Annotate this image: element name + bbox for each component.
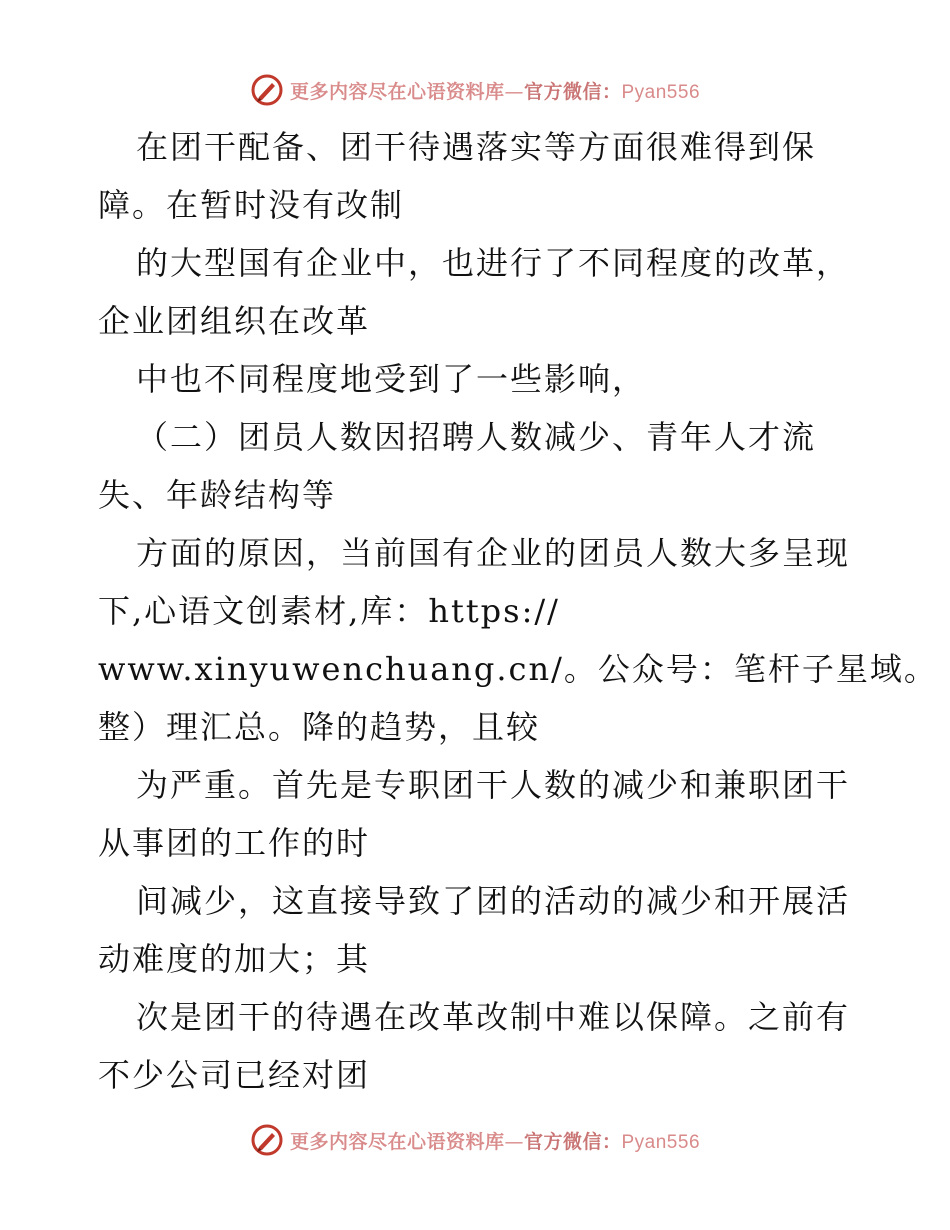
body-line: 企业团组织在改革 (98, 302, 371, 340)
footer-main-text: 更多内容尽在心语资料库 (289, 1130, 505, 1153)
pen-logo-icon (250, 73, 284, 107)
body-line: 障。在暂时没有改制 (98, 186, 405, 224)
body-line: 为严重。首先是专职团干人数的减少和兼职团干 (136, 766, 851, 804)
body-line: 次是团干的待遇在改革改制中难以保障。之前有 (136, 998, 851, 1036)
footer-wechat-id: Pyan556 (621, 1131, 701, 1153)
body-line: 在团干配备、团干待遇落实等方面很难得到保 (136, 128, 817, 166)
document-body (98, 118, 938, 1104)
footer-banner (0, 1120, 950, 1160)
pen-logo-icon (250, 1123, 284, 1157)
body-line: 方面的原因，当前国有企业的团员人数大多呈现 (136, 534, 851, 572)
body-line: www.xinyuwenchuang.cn/。公众号：笔杆子星域。 (98, 650, 938, 688)
body-line: 不少公司已经对团 (98, 1056, 371, 1094)
body-line: 整）理汇总。降的趋势，且较 (98, 708, 541, 746)
header-banner-text (290, 77, 700, 104)
footer-wechat-label: 官方微信： (523, 1130, 622, 1153)
body-line: （二）团员人数因招聘人数减少、青年人才流 (136, 418, 817, 456)
body-line: 动难度的加大；其 (98, 940, 371, 978)
footer-banner-text (290, 1127, 700, 1154)
body-line: 间减少，这直接导致了团的活动的减少和开展活 (136, 882, 851, 920)
body-line: 中也不同程度地受到了一些影响， (136, 360, 647, 398)
header-main-text: 更多内容尽在心语资料库 (289, 80, 505, 103)
footer-separator: — (504, 1130, 524, 1153)
header-wechat-label: 官方微信： (523, 80, 622, 103)
body-line: 从事团的工作的时 (98, 824, 371, 862)
header-banner (0, 70, 950, 110)
header-wechat-id: Pyan556 (621, 81, 701, 103)
header-separator: — (504, 80, 524, 103)
body-line: 失、年龄结构等 (98, 476, 337, 514)
body-line: 的大型国有企业中，也进行了不同程度的改革， (136, 244, 851, 282)
body-line: 下,心语文创素材,库：https:// (98, 592, 560, 630)
